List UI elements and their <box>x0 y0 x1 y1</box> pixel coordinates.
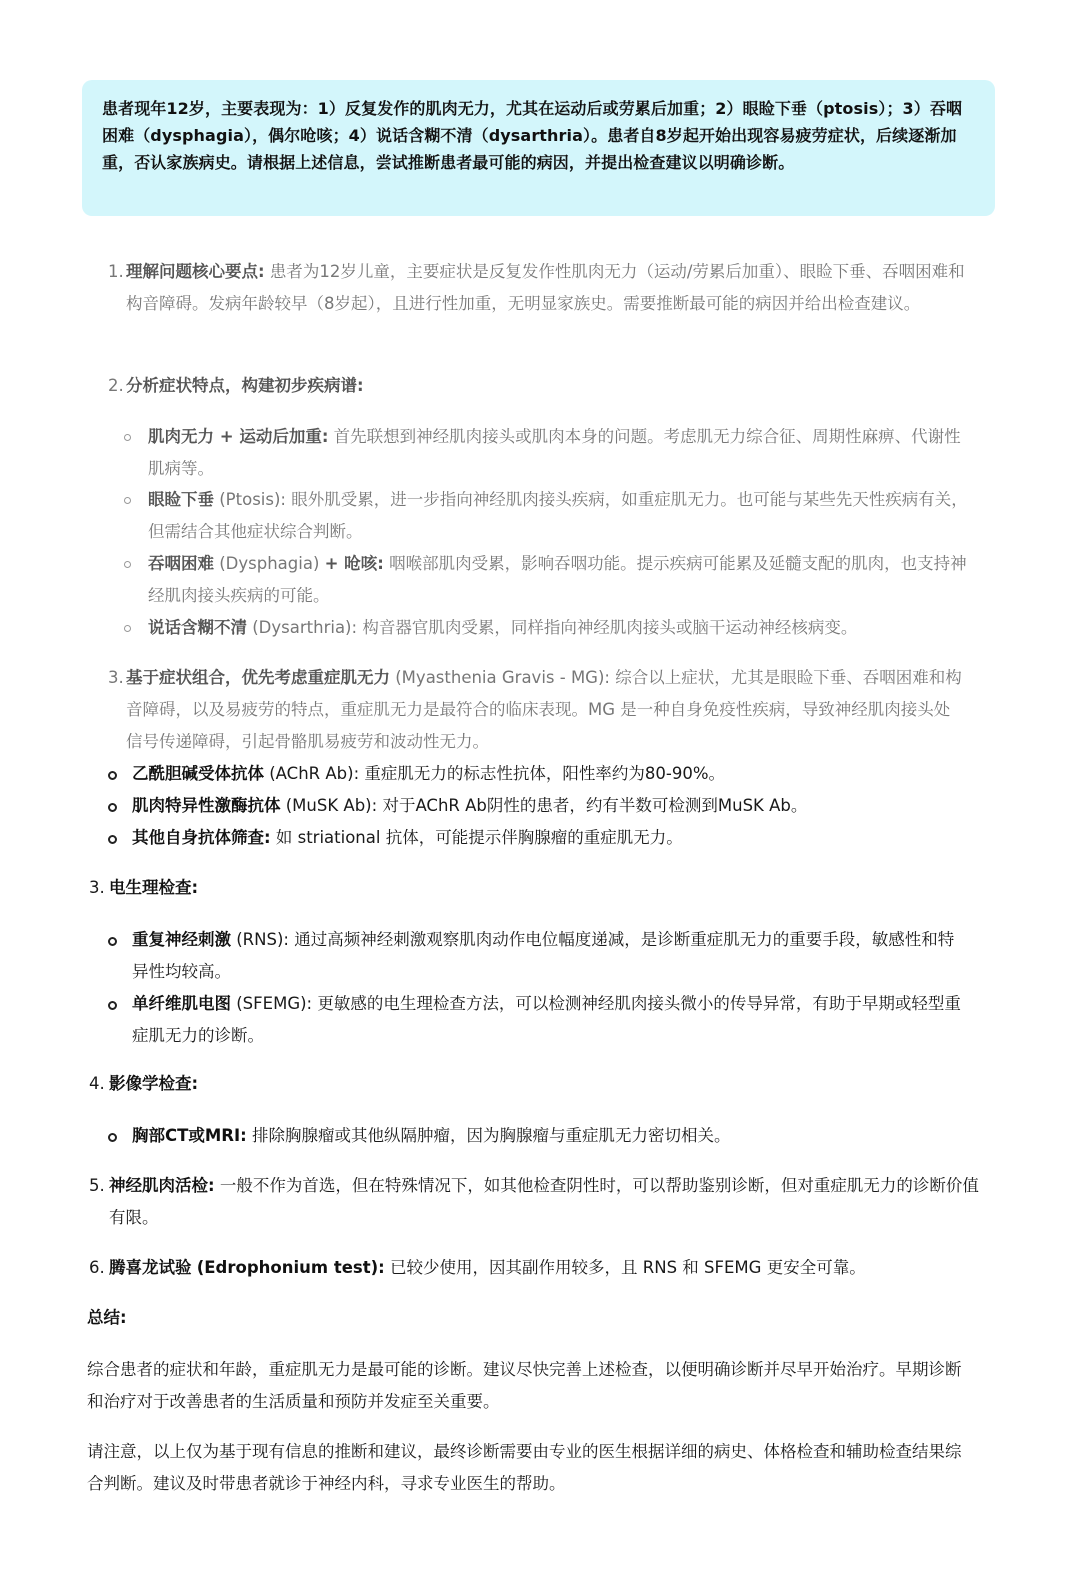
bullet-icon <box>108 1133 117 1142</box>
item-body: 如 striational 抗体，可能提示伴胸腺瘤的重症肌无力。 <box>275 828 683 847</box>
item-paren: (MuSK Ab): <box>285 796 378 815</box>
item-paren: (Ptosis): <box>219 490 286 509</box>
step-paren: (Myasthenia Gravis - MG): <box>395 668 610 687</box>
item-body: 首先联想到神经肌肉接头或肌肉本身的问题。考虑肌无力综合征、周期性麻痹、代谢性肌病等。 <box>148 427 961 478</box>
item-body: 咽喉部肌肉受累，影响吞咽功能。提示疾病可能累及延髓支配的肌肉，也支持神经肌肉接头疾病的可能。 <box>148 554 967 605</box>
item-paren: (AChR Ab): <box>269 764 360 783</box>
section-electrophysiology <box>89 872 969 904</box>
step-title: 分析症状特点，构建初步疾病谱: <box>126 376 364 395</box>
item-body: 更敏感的电生理检查方法，可以检测神经肌肉接头微小的传导异常，有助于早期或轻型重症肌无力的诊断。 <box>132 994 961 1045</box>
bullet-icon <box>108 771 117 780</box>
list-number: 3. <box>89 878 105 897</box>
disclaimer-paragraph: 请注意，以上仅为基于现有信息的推断和建议，最终诊断需要由专业的医生根据详细的病史、体格检查和辅助检查结果综合判断。建议及时带患者就诊于神经内科，寻求专业医生的帮助。 <box>87 1442 962 1493</box>
item-title: 肌肉无力 + 运动后加重: <box>148 427 329 446</box>
list-item <box>124 612 970 644</box>
list-item <box>124 548 970 612</box>
item-body: 对于AChR Ab阴性的患者，约有半数可检测到MuSK Ab。 <box>382 796 808 815</box>
user-prompt-text: 患者现年12岁，主要表现为：1）反复发作的肌肉无力，尤其在运动后或劳累后加重；2）眼睑下垂（ptosis）；3）吞咽困难（dysphagia），偶尔呛咳；4）说话含糊不清（dysarthria）。患者自8岁起开始出现容易疲劳症状，后续逐渐加重，否认家族病史。请根据上述信息，尝试推断患者最可能的病因，并提出检查建议以明确诊断。 <box>102 99 963 172</box>
step-body: 综合以上症状，尤其是眼睑下垂、吞咽困难和构音障碍，以及易疲劳的特点，重症肌无力是最符合的临床表现。MG 是一种自身免疫性疾病，导致神经肌肉接头处信号传递障碍，引起骨骼肌易疲劳和波动性无力。 <box>126 668 962 751</box>
item-title: 其他自身抗体筛查: <box>132 828 271 847</box>
item-paren: (Edrophonium test): <box>196 1258 385 1277</box>
item-body: 构音器官肌肉受累，同样指向神经肌肉接头或脑干运动神经核病变。 <box>362 618 858 637</box>
item-title: 神经肌肉活检: <box>109 1176 215 1195</box>
summary-paragraph: 综合患者的症状和年龄，重症肌无力是最可能的诊断。建议尽快完善上述检查，以便明确诊断并尽早开始治疗。早期诊断和治疗对于改善患者的生活质量和预防并发症至关重要。 <box>87 1360 962 1411</box>
list-number: 3. <box>108 668 124 687</box>
bullet-icon <box>108 803 117 812</box>
user-prompt-bubble <box>82 80 995 216</box>
item-body: 一般不作为首选，但在特殊情况下，如其他检查阴性时，可以帮助鉴别诊断，但对重症肌无力的诊断价值有限。 <box>109 1176 979 1227</box>
list-item <box>108 790 978 822</box>
item-title: 肌肉特异性激酶抗体 <box>132 796 281 815</box>
section-heading: 电生理检查: <box>109 878 199 897</box>
bullet-icon <box>124 497 131 504</box>
reasoning-step-1 <box>108 256 968 320</box>
step-body: 患者为12岁儿童，主要症状是反复发作性肌肉无力（运动/劳累后加重）、眼睑下垂、吞咽困难和构音障碍。发病年龄较早（8岁起），且进行性加重，无明显家族史。需要推断最可能的病因并给出检查建议。 <box>126 262 965 313</box>
list-item <box>124 421 970 485</box>
bullet-icon <box>124 561 131 568</box>
bullet-icon <box>108 835 117 844</box>
list-number: 5. <box>89 1176 105 1195</box>
step-title: 基于症状组合，优先考虑重症肌无力 <box>126 668 390 687</box>
bullet-icon <box>108 937 117 946</box>
list-number: 6. <box>89 1258 105 1277</box>
section-heading: 影像学检查: <box>109 1074 199 1093</box>
bullet-icon <box>108 1001 117 1010</box>
item-body: 眼外肌受累，进一步指向神经肌肉接头疾病，如重症肌无力。也可能与某些先天性疾病有关，但需结合其他症状综合判断。 <box>148 490 968 541</box>
item-title: 重复神经刺激 <box>132 930 231 949</box>
list-item <box>108 988 966 1052</box>
section-edrophonium-test <box>89 1252 979 1284</box>
item-title: 腾喜龙试验 <box>109 1258 192 1277</box>
item-body: 排除胸腺瘤或其他纵隔肿瘤，因为胸腺瘤与重症肌无力密切相关。 <box>251 1126 731 1145</box>
list-item <box>108 758 978 790</box>
item-title: 说话含糊不清 <box>148 618 247 637</box>
reasoning-step-3 <box>108 662 966 758</box>
list-number: 4. <box>89 1074 105 1093</box>
step-title: 理解问题核心要点: <box>126 262 265 281</box>
item-body: 重症肌无力的标志性抗体，阳性率约为80-90%。 <box>364 764 726 783</box>
item-title-2: + 呛咳: <box>324 554 384 573</box>
item-paren: (SFEMG): <box>236 994 313 1013</box>
bullet-icon <box>124 434 131 441</box>
item-paren: (RNS): <box>236 930 289 949</box>
item-paren: (Dysphagia) <box>219 554 320 573</box>
list-item <box>108 1120 978 1152</box>
item-paren: (Dysarthria): <box>252 618 358 637</box>
reasoning-step-2 <box>108 370 968 402</box>
item-title: 胸部CT或MRI: <box>132 1126 247 1145</box>
item-body: 通过高频神经刺激观察肌肉动作电位幅度递减，是诊断重症肌无力的重要手段，敏感性和特异性均较高。 <box>132 930 955 981</box>
item-title: 乙酰胆碱受体抗体 <box>132 764 264 783</box>
item-body: 已较少使用，因其副作用较多，且 RNS 和 SFEMG 更安全可靠。 <box>390 1258 866 1277</box>
list-item <box>124 484 970 548</box>
list-item <box>108 822 978 854</box>
item-title: 单纤维肌电图 <box>132 994 231 1013</box>
list-number: 2. <box>108 376 124 395</box>
list-item <box>108 924 966 988</box>
list-number: 1. <box>108 262 124 281</box>
bullet-icon <box>124 625 131 632</box>
item-title: 眼睑下垂 <box>148 490 214 509</box>
item-title: 吞咽困难 <box>148 554 214 573</box>
section-imaging <box>89 1068 969 1100</box>
summary-heading: 总结: <box>87 1308 127 1327</box>
section-biopsy <box>89 1170 979 1234</box>
